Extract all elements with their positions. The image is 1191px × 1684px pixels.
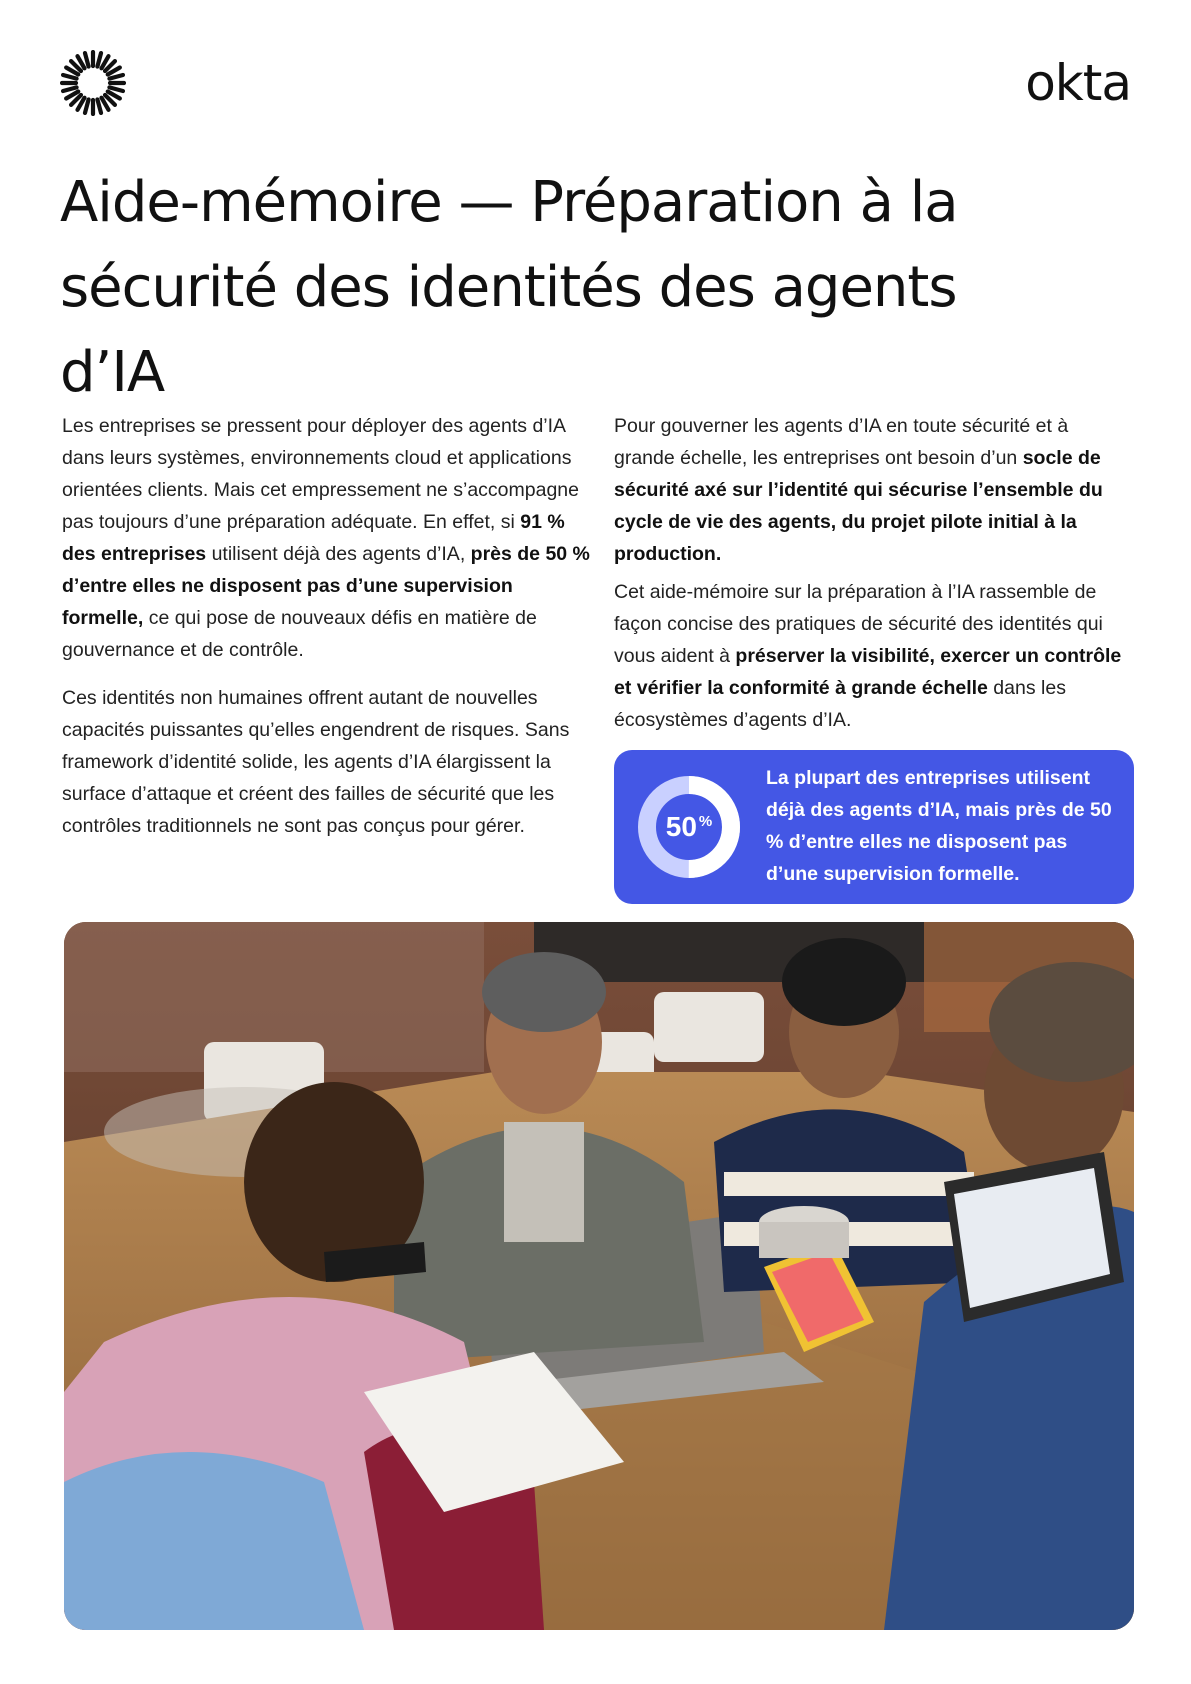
page-title: Aide-mémoire — Préparation à la sécurité des identités des agents d’IA — [60, 170, 958, 405]
text-run: Cet aide-mémoire sur la préparation à l’IA rassemble de façon concise des pratiques de sécurité des identités qui vous aident à — [614, 581, 1103, 667]
logo-ray — [97, 53, 101, 67]
right-column — [614, 410, 1134, 736]
highlight-stat: 91 % des entreprises — [62, 511, 565, 565]
logo-ray — [109, 87, 123, 91]
intro-paragraph — [62, 410, 592, 666]
text-run: utilisent déjà des agents d’IA, — [206, 543, 471, 565]
logo-ray — [109, 75, 123, 79]
highlight-text: préserver la visibilité, exercer un contrôle et vérifier la conformité à grande échelle — [614, 645, 1122, 699]
stat-number: 50 — [665, 811, 697, 842]
governance-paragraph — [614, 410, 1134, 570]
text-run: Les entreprises se pressent pour déployer des agents d’IA dans leurs systèmes, environnements cloud et applications orientées clients. Mais cet empressement ne s’accompagne pas toujours d’une préparation adéquate. En effet, si — [62, 415, 579, 533]
logo-ray — [85, 53, 89, 67]
text-run: dans les écosystèmes d’agents d’IA. — [614, 677, 1066, 731]
sunburst-icon — [60, 50, 126, 116]
highlight-text: près de 50 % d’entre elles ne disposent pas d’une supervision formelle, — [62, 543, 590, 629]
text-run: ce qui pose de nouveaux défis en matière de gouvernance et de contrôle. — [62, 607, 537, 661]
stat-unit: % — [698, 812, 713, 830]
logo-ray — [97, 99, 101, 113]
team-meeting-photo — [64, 922, 1134, 1630]
left-column — [62, 410, 592, 842]
highlight-text: socle de sécurité axé sur l’identité qui sécurise l’ensemble du cycle de vie des agents, du projet pilote initial à la production. — [614, 447, 1103, 565]
donut-value — [636, 774, 742, 880]
okta-logo: okta — [1025, 54, 1131, 112]
cheatsheet-paragraph — [614, 576, 1134, 736]
logo-ray — [63, 87, 77, 91]
risk-paragraph: Ces identités non humaines offrent autant de nouvelles capacités puissantes qu’elles engendrent de risques. Sans framework d’identité solide, les agents d’IA élargissent la surface d’attaque et créent des failles de sécurité que les contrôles traditionnels ne sont pas conçus pour gérer. — [62, 687, 570, 837]
photo-illustration — [64, 922, 1134, 1630]
stat-text: La plupart des entreprises utilisent déjà des agents d’IA, mais près de 50 % d’entre elles ne disposent pas d’une supervision formelle. — [766, 767, 1112, 885]
logo-ray — [63, 75, 77, 79]
logo-ray — [85, 99, 89, 113]
stat-callout-card — [614, 750, 1134, 904]
text-run: Pour gouverner les agents d’IA en toute sécurité et à grande échelle, les entreprises ont besoin d’un — [614, 415, 1069, 469]
